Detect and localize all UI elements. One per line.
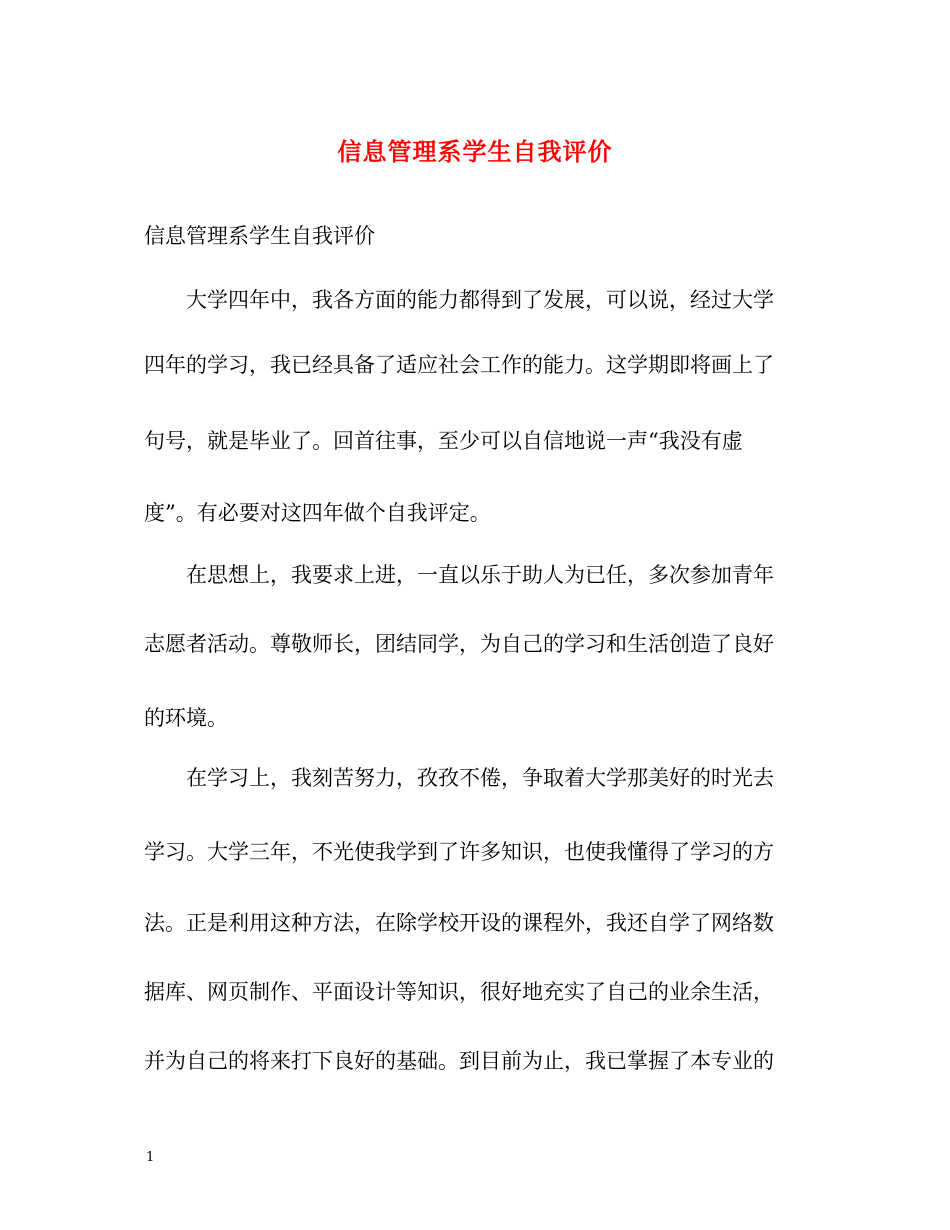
paragraph-3-line-1: 在学习上，我刻苦努力，孜孜不倦，争取着大学那美好的时光去 (186, 766, 774, 790)
document-title: 信息管理系学生自我评价 (337, 137, 613, 166)
paragraph-3-line-4: 据库、网页制作、平面设计等知识，很好地充实了自己的业余生活， (144, 980, 774, 1004)
page-number: 1 (146, 1150, 155, 1165)
paragraph-3-line-3: 法。正是利用这种方法，在除学校开设的课程外，我还自学了网络数 (144, 911, 774, 935)
paragraph-3-line-2: 学习。大学三年，不光使我学到了许多知识，也使我懂得了学习的方 (144, 840, 774, 864)
document-subtitle: 信息管理系学生自我评价 (144, 224, 375, 248)
paragraph-3-line-5: 并为自己的将来打下良好的基础。到目前为止，我已掌握了本专业的 (144, 1049, 774, 1073)
paragraph-2-line-2: 志愿者活动。尊敬师长，团结同学，为自己的学习和生活创造了良好 (144, 632, 774, 656)
paragraph-1-line-3: 句号，就是毕业了。回首往事，至少可以自信地说一声“我没有虚 (144, 429, 743, 453)
paragraph-1-line-2: 四年的学习，我已经具备了适应社会工作的能力。这学期即将画上了 (144, 353, 774, 377)
paragraph-2-line-1: 在思想上，我要求上进，一直以乐于助人为已任，多次参加青年 (186, 563, 774, 587)
paragraph-1-line-4: 度”。有必要对这四年做个自我评定。 (144, 501, 491, 525)
paragraph-2-line-3: 的环境。 (144, 706, 228, 730)
paragraph-1-line-1: 大学四年中，我各方面的能力都得到了发展，可以说，经过大学 (186, 288, 774, 312)
